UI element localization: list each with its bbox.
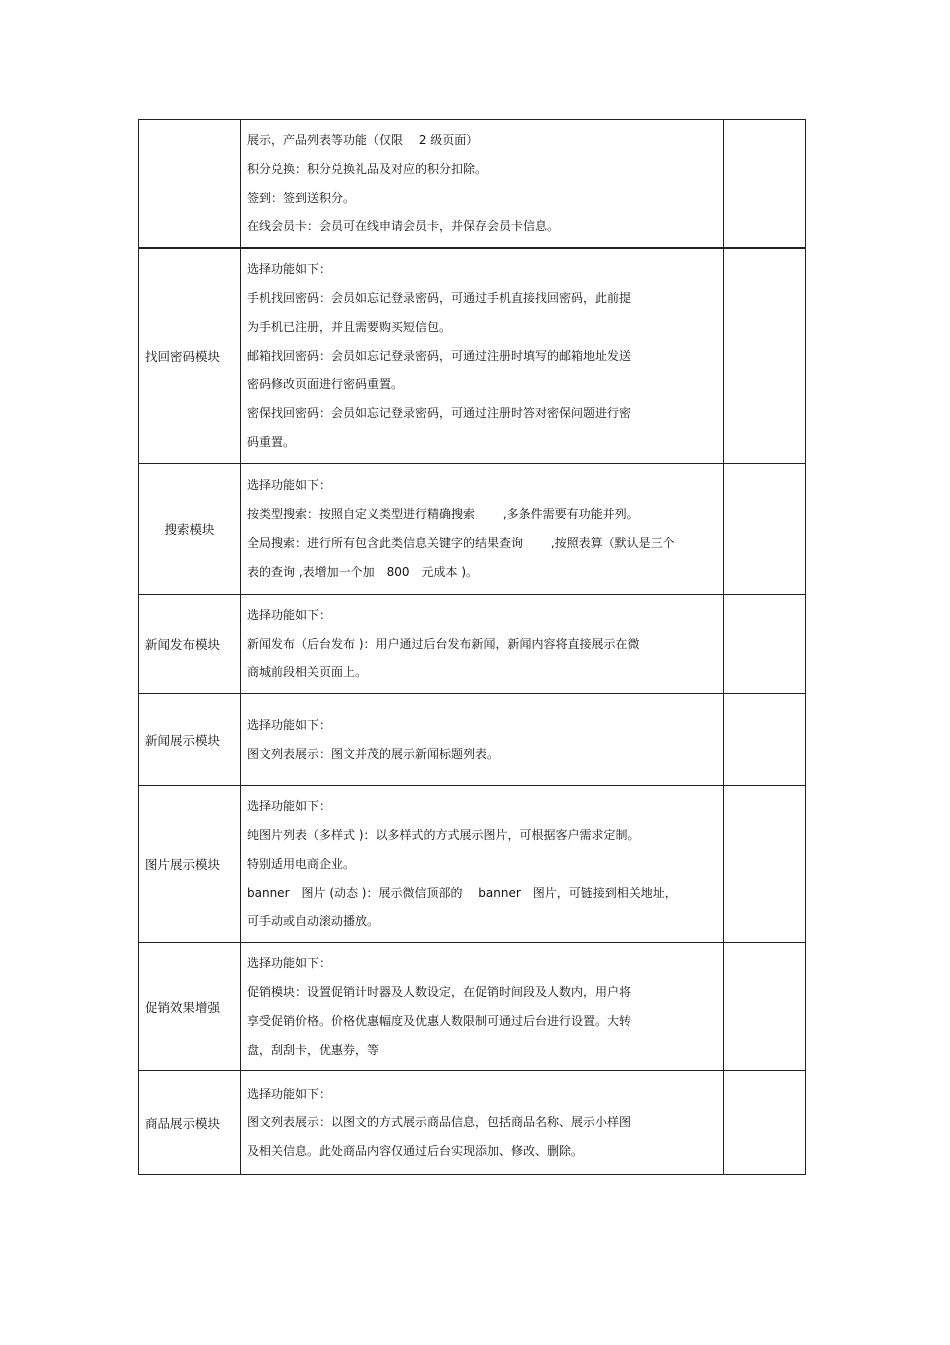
description-line: 为手机已注册，并且需要购买短信包。 [247,319,452,334]
table-row [139,594,806,693]
table-row [139,694,806,786]
module-description [241,943,724,1071]
remark-cell [724,120,806,249]
module-name: 找回密码模块 [139,248,241,463]
description-line: 盘，刮刮卡，优惠券，等 [247,1042,380,1057]
description-line: 特别适用电商企业。 [247,856,356,871]
description-line: 密码修改页面进行密码重置。 [247,377,404,392]
remark-cell [724,943,806,1071]
description-line: 选择功能如下： [247,262,332,277]
description-line: 在线会员卡：会员可在线申请会员卡，并保存会员卡信息。 [247,219,560,234]
description-line: 选择功能如下： [247,956,332,971]
module-name: 新闻展示模块 [139,694,241,786]
description-line: 积分兑换：积分兑换礼品及对应的积分扣除。 [247,161,488,176]
description-line: 手机找回密码：会员如忘记登录密码，可通过手机直接找回密码，此前提 [247,290,632,305]
module-description [241,594,724,693]
description-line: 按类型搜索：按照自定义类型进行精确搜索 ,多条件需要有功能并列。 [247,506,639,521]
description-line: 图文列表展示：以图文的方式展示商品信息，包括商品名称、展示小样图 [247,1115,632,1130]
description-line: 纯图片列表（多样式 )：以多样式的方式展示图片，可根据客户需求定制。 [247,827,640,842]
module-description [241,1071,724,1175]
module-description [241,248,724,463]
module-description [241,463,724,594]
description-line: 邮箱找回密码：会员如忘记登录密码，可通过注册时填写的邮箱地址发送 [247,348,632,363]
module-name: 新闻发布模块 [139,594,241,693]
module-spec-table [138,119,806,1175]
description-line: 图文列表展示：图文并茂的展示新闻标题列表。 [247,746,500,761]
description-line: 签到：签到送积分。 [247,190,356,205]
table-row [139,786,806,943]
remark-cell [724,594,806,693]
table-row [139,1071,806,1175]
description-line: 享受促销价格。价格优惠幅度及优惠人数限制可通过后台进行设置。大转 [247,1013,632,1028]
module-name: 图片展示模块 [139,786,241,943]
remark-cell [724,694,806,786]
description-line: 及相关信息。此处商品内容仅通过后台实现添加、修改、删除。 [247,1144,584,1159]
description-line: 密保找回密码：会员如忘记登录密码，可通过注册时答对密保问题进行密 [247,406,632,421]
module-description [241,694,724,786]
description-line: 选择功能如下： [247,1086,332,1101]
remark-cell [724,463,806,594]
module-description [241,120,724,249]
module-name [139,120,241,249]
description-line: 选择功能如下： [247,717,332,732]
description-line: 全局搜索：进行所有包含此类信息关键字的结果查询 ,按照表算（默认是三个 [247,535,675,550]
description-line: 选择功能如下： [247,607,332,622]
module-name: 促销效果增强 [139,943,241,1071]
description-line: banner 图片 (动态 )：展示微信顶部的 banner 图片，可链接到相关地址， [247,885,677,900]
remark-cell [724,1071,806,1175]
module-description [241,786,724,943]
description-line: 商城前段相关页面上。 [247,665,368,680]
module-name: 商品展示模块 [139,1071,241,1175]
description-line: 可手动或自动滚动播放。 [247,914,380,929]
description-line: 选择功能如下： [247,478,332,493]
table-row [139,463,806,594]
description-line: 选择功能如下： [247,799,332,814]
remark-cell [724,248,806,463]
remark-cell [724,786,806,943]
module-name: 搜索模块 [139,463,241,594]
description-line: 码重置。 [247,434,296,449]
table-row [139,248,806,463]
description-line: 表的查询 ,表增加一个加 800 元成本 )。 [247,564,479,579]
description-line: 展示，产品列表等功能（仅限 2 级页面） [247,133,479,147]
table-row [139,943,806,1071]
table-row [139,120,806,249]
description-line: 促销模块：设置促销计时器及人数设定，在促销时间段及人数内，用户将 [247,984,632,999]
description-line: 新闻发布（后台发布 )：用户通过后台发布新闻，新闻内容将直接展示在微 [247,636,640,651]
